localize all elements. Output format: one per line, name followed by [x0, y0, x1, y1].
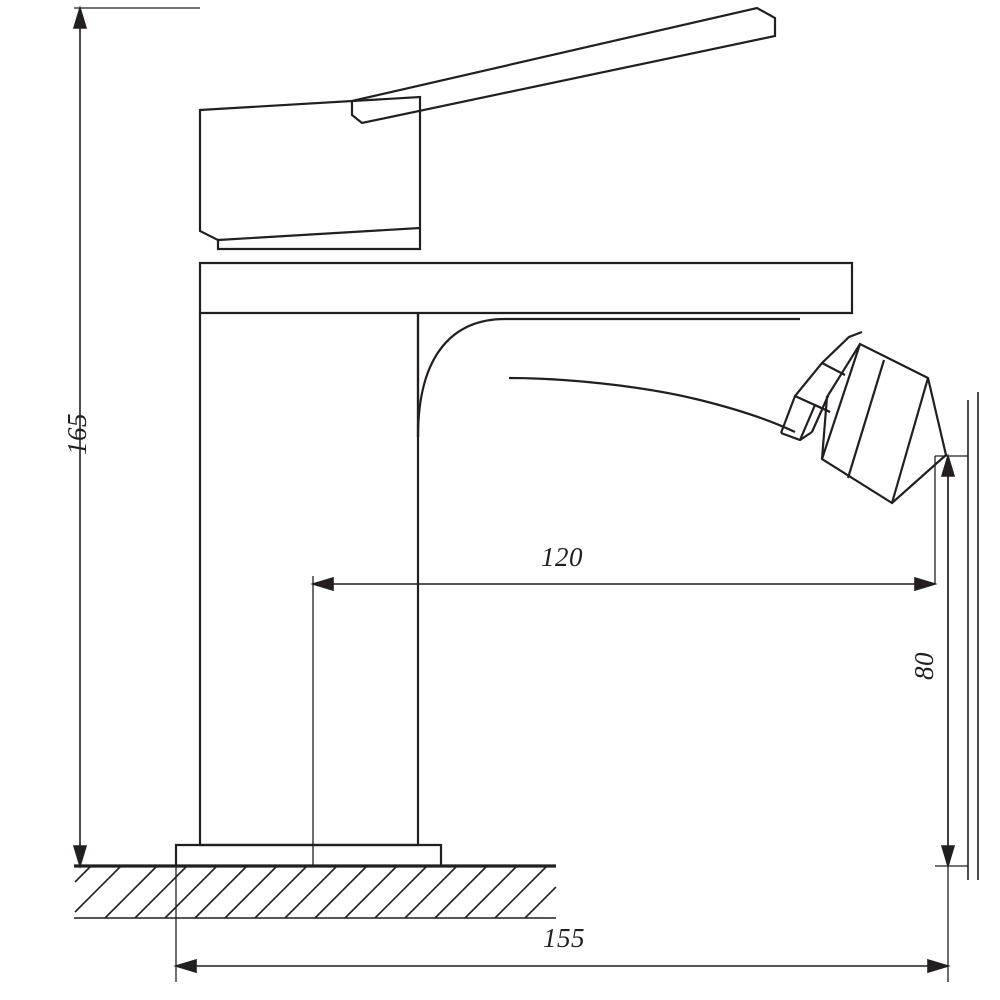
dimension-lines	[74, 8, 954, 972]
base-plate	[176, 845, 441, 866]
extension-lines	[74, 8, 968, 982]
spout-curve	[418, 313, 800, 437]
right-reference-edge	[968, 392, 978, 880]
dimension-label-spout-reach: 120	[541, 542, 583, 572]
column-body	[200, 313, 418, 845]
dimension-label-spout-height: 80	[909, 652, 939, 680]
dimension-label-total-width: 155	[543, 923, 585, 953]
floor-hatching	[74, 866, 556, 918]
aerator-neck	[781, 332, 862, 440]
dimension-label-height: 165	[62, 413, 92, 455]
handle-body	[200, 97, 420, 249]
aerator-head	[815, 332, 948, 505]
lever-handle-icon	[352, 8, 775, 123]
body-cap	[200, 263, 852, 313]
